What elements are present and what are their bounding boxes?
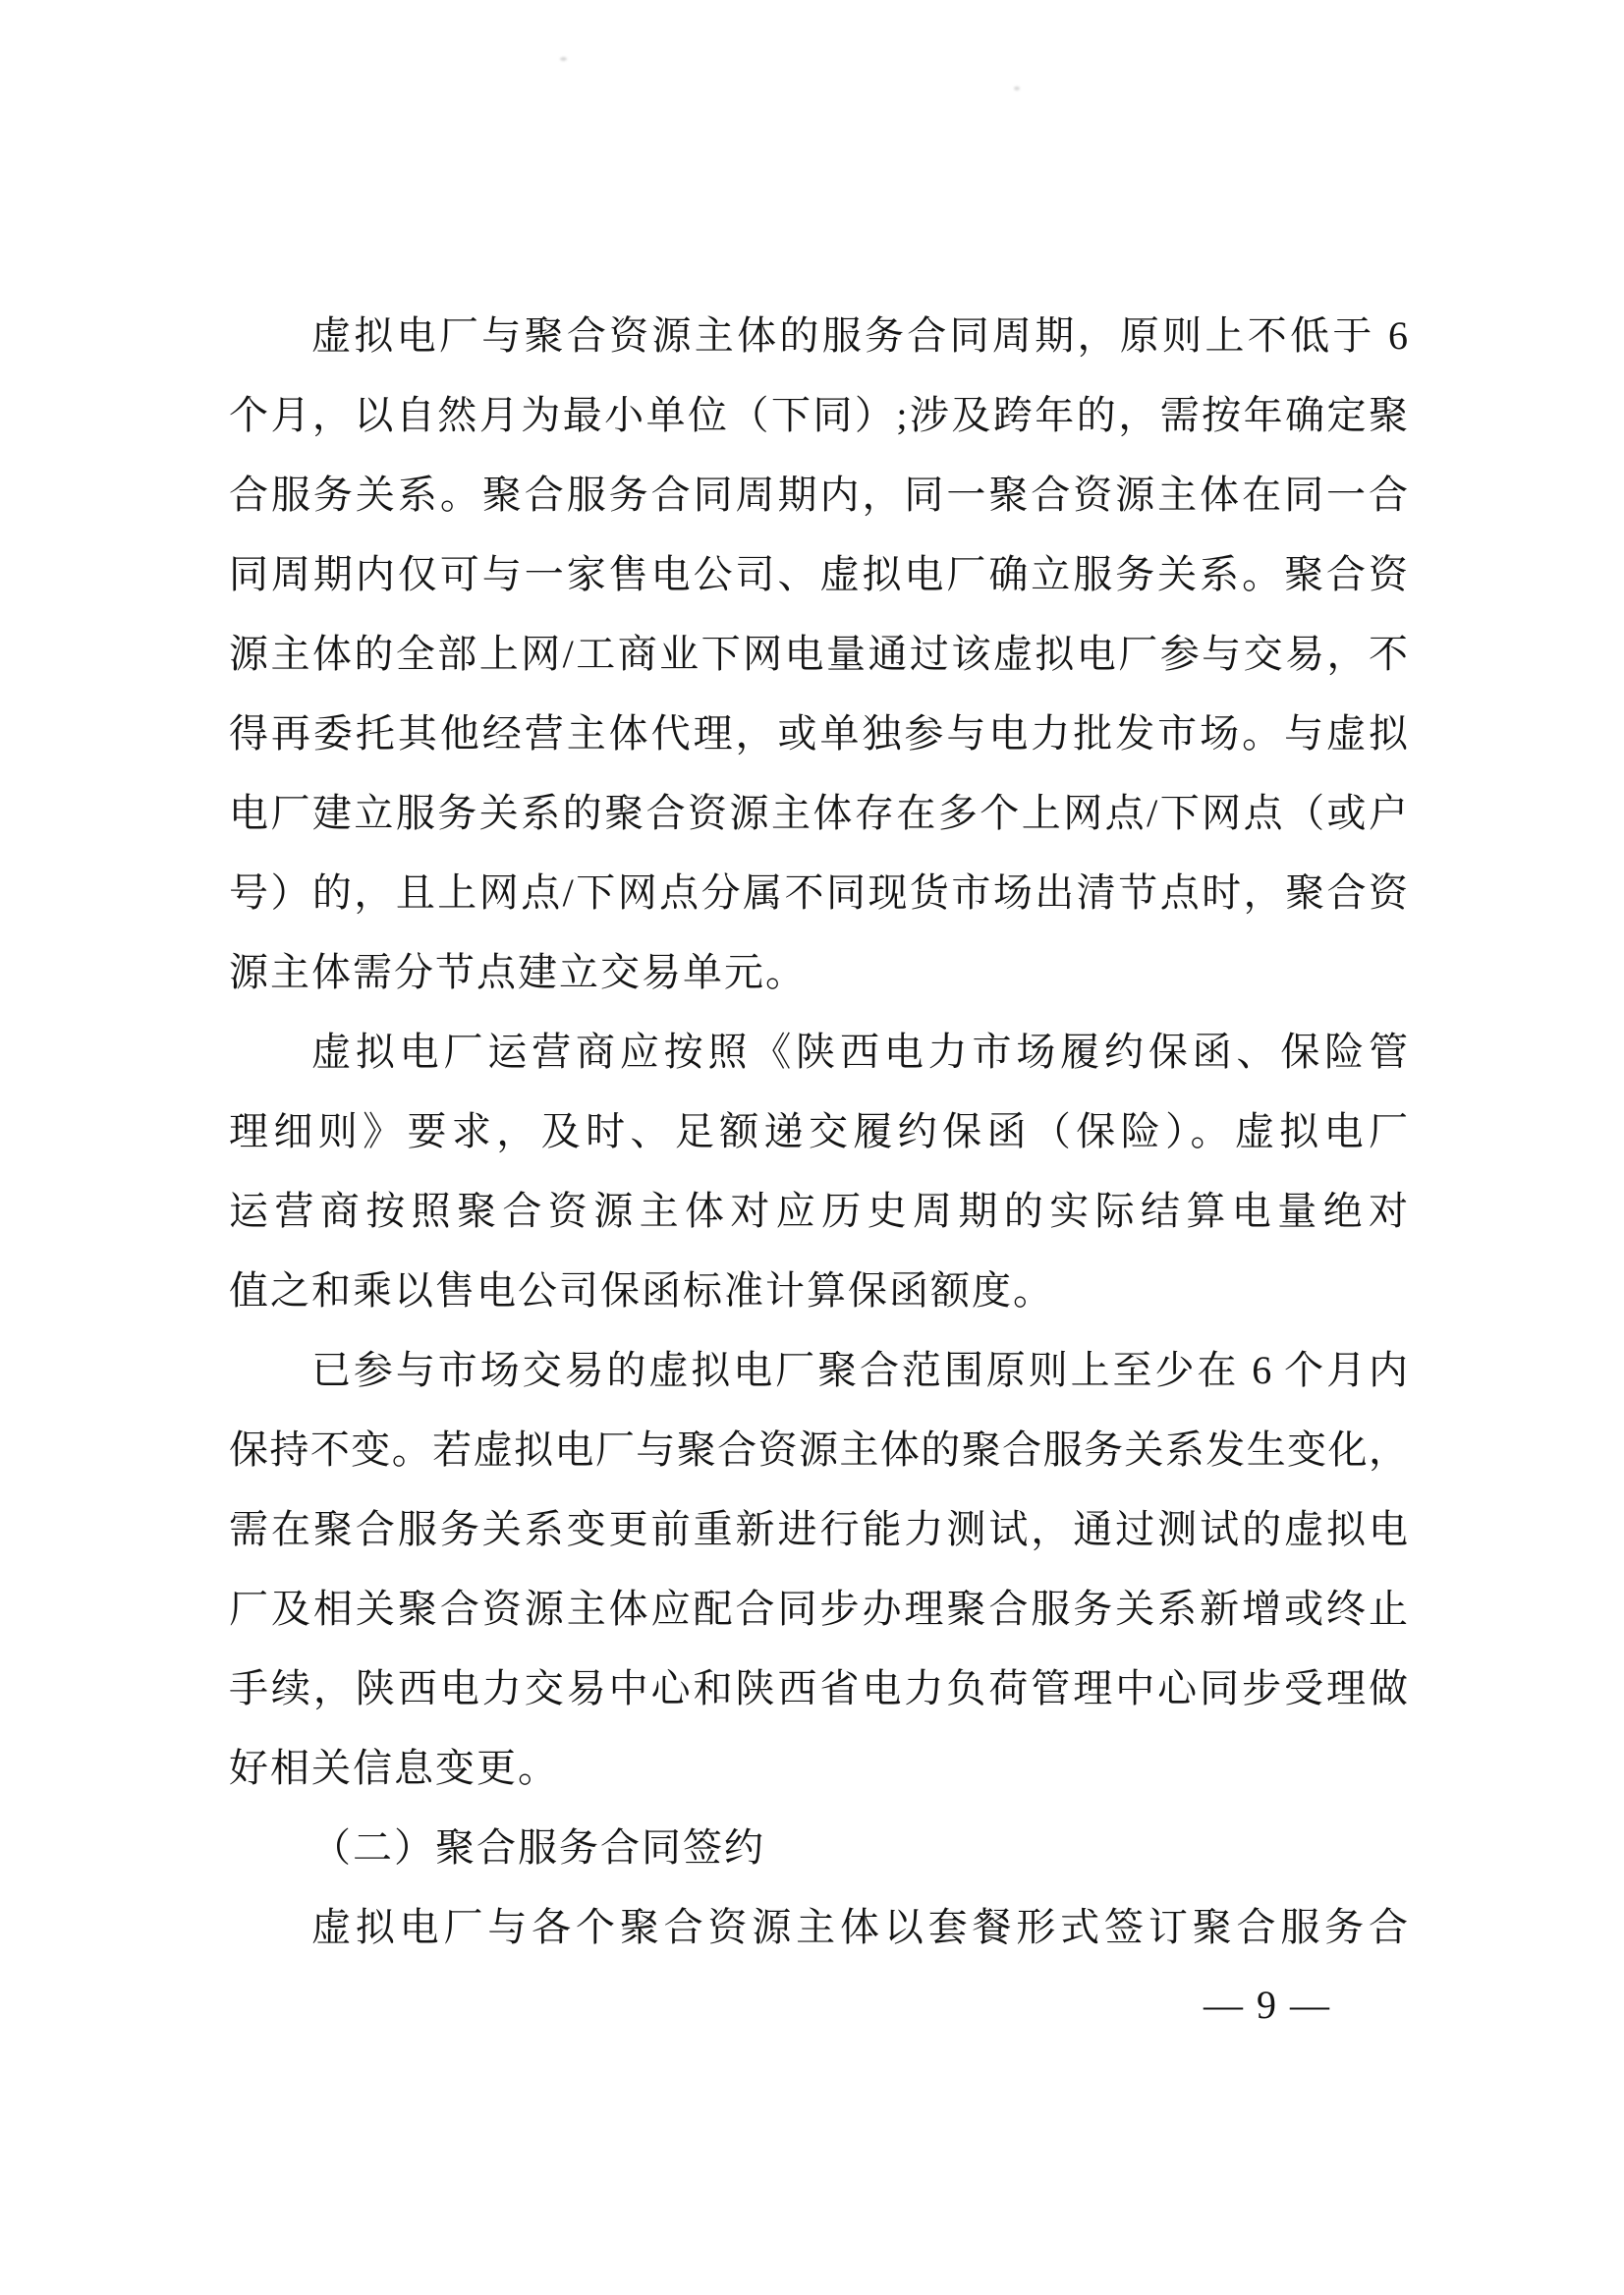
text-line: 运营商按照聚合资源主体对应历史周期的实际结算电量绝对 [229,1189,1408,1233]
text-line: 需在聚合服务关系变更前重新进行能力测试，通过测试的虚拟电 [229,1507,1408,1551]
text-line: 厂及相关聚合资源主体应配合同步办理聚合服务关系新增或终止 [229,1587,1408,1631]
text-line: 源主体的全部上网/工商业下网电量通过该虚拟电厂参与交易，不 [229,632,1408,676]
text-line: 虚拟电厂与各个聚合资源主体以套餐形式签订聚合服务合 [311,1905,1408,1949]
text-line: 好相关信息变更。 [229,1746,559,1790]
text-line: 号）的，且上网点/下网点分属不同现货市场出清节点时，聚合资 [229,870,1408,915]
text-block [229,296,1408,1967]
text-line: 已参与市场交易的虚拟电厂聚合范围原则上至少在 6 个月内 [311,1348,1408,1392]
text-line: 虚拟电厂运营商应按照《陕西电力市场履约保函、保险管 [311,1030,1408,1074]
scan-artifact [1014,86,1020,90]
text-line: 电厂建立服务关系的聚合资源主体存在多个上网点/下网点（或户 [229,791,1408,835]
text-line: （二）聚合服务合同签约 [311,1825,765,1870]
text-line: 个月，以自然月为最小单位（下同）;涉及跨年的，需按年确定聚 [229,393,1408,437]
text-line: 保持不变。若虚拟电厂与聚合资源主体的聚合服务关系发生变化， [229,1427,1408,1472]
text-line: 源主体需分节点建立交易单元。 [229,950,807,994]
text-line: 虚拟电厂与聚合资源主体的服务合同周期，原则上不低于 6 [311,313,1408,358]
page-number: — 9 — [1204,1983,1331,2027]
text-line: 合服务关系。聚合服务合同周期内，同一聚合资源主体在同一合 [229,473,1408,517]
text-line: 手续，陕西电力交易中心和陕西省电力负荷管理中心同步受理做 [229,1666,1408,1710]
text-line: 同周期内仅可与一家售电公司、虚拟电厂确立服务关系。聚合资 [229,552,1408,596]
scan-artifact [560,57,567,61]
text-line: 得再委托其他经营主体代理，或单独参与电力批发市场。与虚拟 [229,711,1408,756]
text-line: 理细则》要求，及时、足额递交履约保函（保险）。虚拟电厂 [229,1109,1408,1153]
text-line: 值之和乘以售电公司保函标准计算保函额度。 [229,1268,1054,1313]
